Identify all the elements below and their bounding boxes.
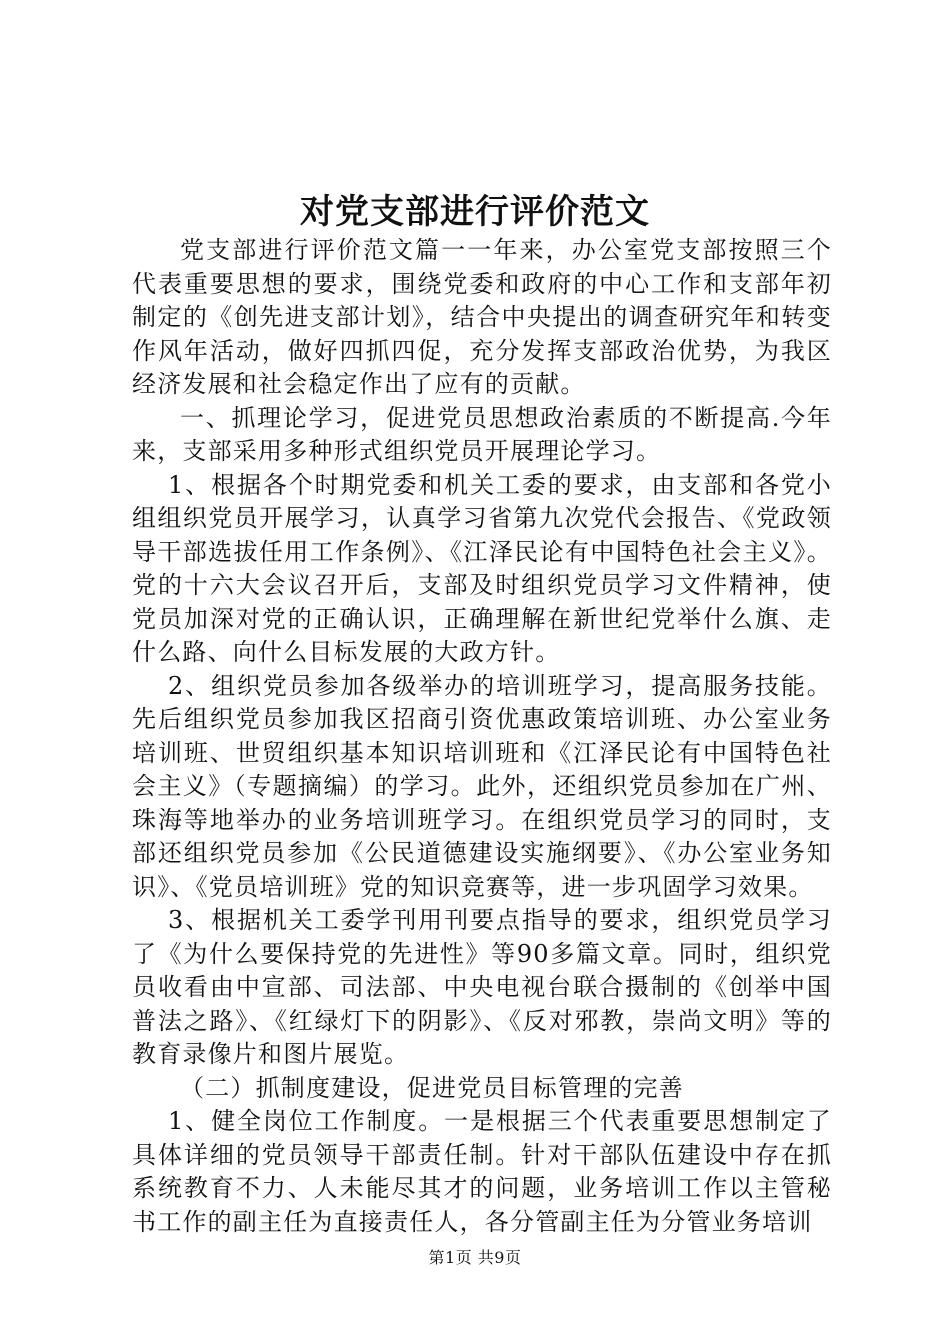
paragraph-section-2-item-1: 1、健全岗位工作制度。一是根据三个代表重要思想制定了具体详细的党员领导干部责任制。针对干部队伍建设中存在抓系统教育不力、人未能尽其才的问题，业务培训工作以主管秘书工作的副主任为直接责任人，各分管副主任为分管业务培训	[132, 1107, 832, 1236]
paragraph-item-3: 3、根据机关工委学刊用刊要点指导的要求，组织党员学习了《为什么要保持党的先进性》等90多篇文章。同时，组织党员收看由中宣部、司法部、中央电视台联合摄制的《创举中国普法之路》、《红绿灯下的阴影》、《反对邪教，崇尚文明》等的教育录像片和图片展览。	[132, 906, 832, 1068]
paragraph-item-1: 1、根据各个时期党委和机关工委的要求，由支部和各党小组组织党员开展学习，认真学习省第九次党代会报告、《党政领导干部选拔任用工作条例》、《江泽民论有中国特色社会主义》。党的十六大会议召开后，支部及时组织党员学习文件精神，使党员加深对党的正确认识，正确理解在新世纪党举什么旗、走什么路、向什么目标发展的大政方针。	[132, 470, 832, 666]
paragraph-intro: 党支部进行评价范文篇一一年来，办公室党支部按照三个代表重要思想的要求，围绕党委和政府的中心工作和支部年初制定的《创先进支部计划》，结合中央提出的调查研究年和转变作风年活动，做好四抓四促，充分发挥支部政治优势，为我区经济发展和社会稳定作出了应有的贡献。	[132, 236, 832, 398]
paragraph-item-2: 2、组织党员参加各级举办的培训班学习，提高服务技能。先后组织党员参加我区招商引资优惠政策培训班、办公室业务培训班、世贸组织基本知识培训班和《江泽民论有中国特色社会主义》（专题摘编）的学习。此外，还组织党员参加在广州、珠海等地举办的业务培训班学习。在组织党员学习的同时，支部还组织党员参加《公民道德建设实施纲要》、《办公室业务知识》、《党员培训班》党的知识竞赛等，进一步巩固学习效果。	[132, 671, 832, 901]
page-footer: 第1页 共9页	[428, 1248, 522, 1267]
paragraph-section-2-heading: （二）抓制度建设，促进党员目标管理的完善	[180, 1073, 684, 1102]
document-title: 对党支部进行评价范文	[300, 192, 650, 232]
document-body	[132, 234, 832, 1239]
paragraph-section-1-heading: 一、抓理论学习，促进党员思想政治素质的不断提高.今年来，支部采用多种形式组织党员开展理论学习。	[132, 403, 832, 465]
